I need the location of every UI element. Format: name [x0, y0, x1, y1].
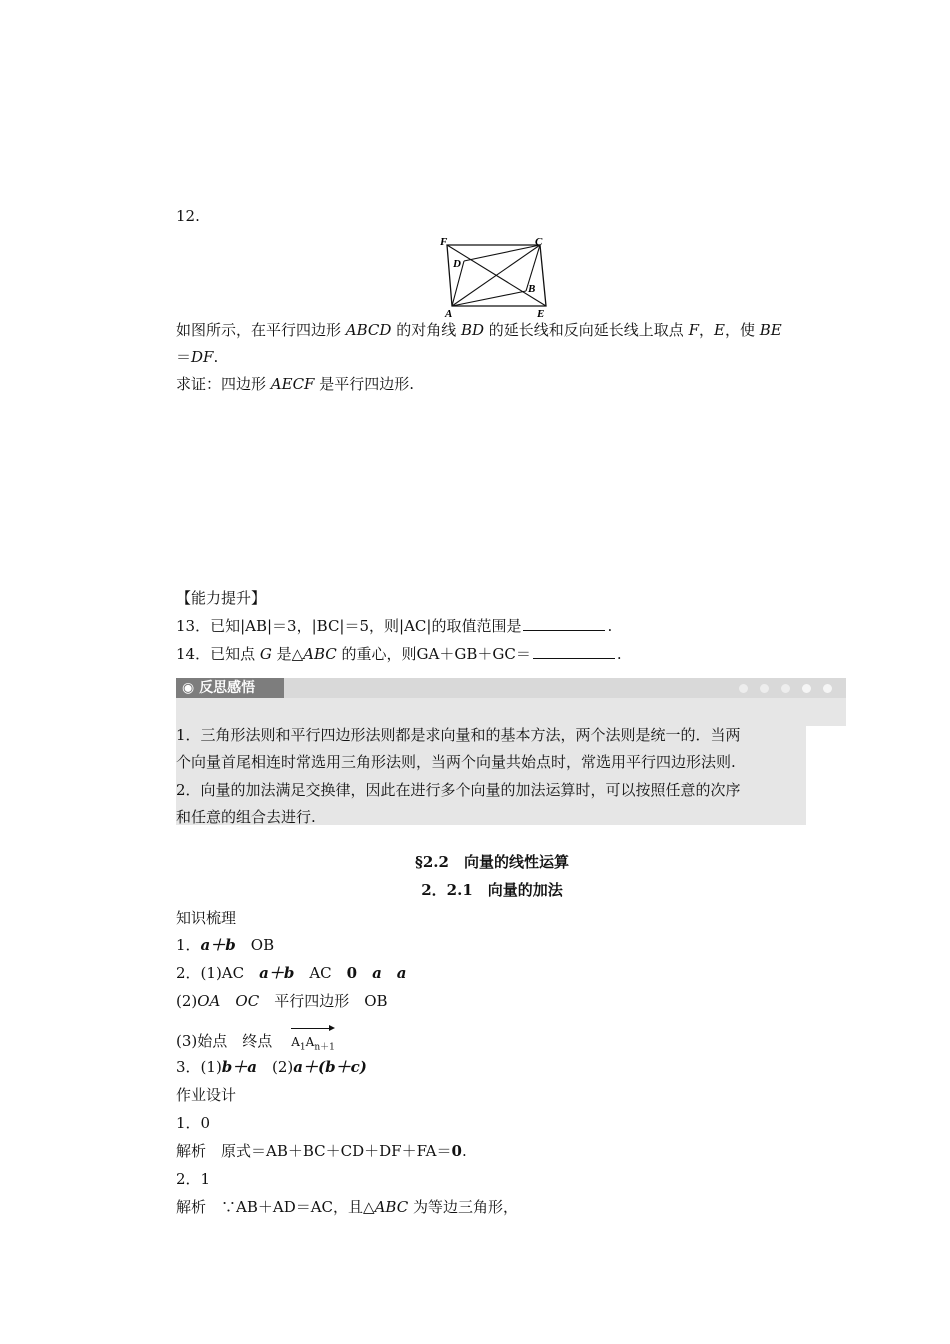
- label-A: A: [445, 308, 453, 318]
- question-14: 14．已知点 G 是△ABC 的重心，则GA＋GB＋GC＝ .: [176, 645, 622, 663]
- reflection-line2: 个向量首尾相连时常选用三角形法则，当两个向量共始点时，常选用平行四边形法则.: [176, 753, 736, 771]
- reflection-strip: [806, 698, 846, 726]
- decor-dot: [760, 684, 769, 693]
- label-E: E: [537, 308, 545, 318]
- work-heading: 作业设计: [176, 1086, 237, 1104]
- work-answer-1: 1．0: [176, 1114, 211, 1132]
- problem-number: 12.: [176, 207, 200, 225]
- reflection-line4: 和任意的组合去进行.: [176, 808, 316, 826]
- knowledge-item-2-2: (2)OA OC 平行四边形 OB: [176, 992, 388, 1010]
- parallelogram-figure: [436, 234, 566, 318]
- knowledge-item-1: 1．a＋b OB: [176, 936, 275, 954]
- knowledge-item-3: 3．(1)b＋a (2)a＋(b＋c): [176, 1058, 367, 1076]
- subsection-title: 2．2.1 向量的加法: [421, 881, 563, 899]
- knowledge-item-2-3: (3)始点 终点 $A_1A_{n+1}$: [176, 1026, 335, 1057]
- label-D: D: [453, 258, 461, 270]
- question-13: 13．已知|AB|＝3，|BC|＝5，则|AC|的取值范围是 .: [176, 617, 613, 635]
- ability-heading: 【能力提升】: [176, 589, 267, 607]
- reflection-tag: ◉ 反思感悟: [176, 678, 284, 698]
- reflection-line3: 2．向量的加法满足交换律，因此在进行多个向量的加法运算时，可以按照任意的次序: [176, 781, 741, 799]
- problem12-statement-line2: ＝DF.: [176, 348, 219, 366]
- label-C: C: [535, 236, 543, 248]
- reflection-line1: 1．三角形法则和平行四边形法则都是求向量和的基本方法，两个法则是统一的．当两: [176, 726, 741, 744]
- work-answer-2: 2．1: [176, 1170, 211, 1188]
- knowledge-heading: 知识梳理: [176, 909, 237, 927]
- vector-expression: $A_1A_{n+1}$: [291, 1026, 335, 1057]
- knowledge-item-2: 2．(1)AC a＋b AC 0 a a: [176, 964, 407, 982]
- decor-dot: [802, 684, 811, 693]
- decor-dot: [739, 684, 748, 693]
- decor-dot: [823, 684, 832, 693]
- decor-dot: [781, 684, 790, 693]
- work-analysis-1: 解析 原式＝AB＋BC＋CD＋DF＋FA＝0.: [176, 1142, 467, 1160]
- answer-blank: [523, 616, 605, 631]
- problem12-statement-line1: 如图所示，在平行四边形 ABCD 的对角线 BD 的延长线和反向延长线上取点 F，E，使 BE: [176, 321, 782, 339]
- answer-blank: [533, 644, 615, 659]
- reflection-banner: [176, 678, 846, 698]
- problem12-prove: 求证：四边形 AECF 是平行四边形.: [176, 375, 414, 393]
- work-analysis-2: 解析 ∵AB＋AD＝AC，且△ABC 为等边三角形，: [176, 1198, 518, 1216]
- label-B: B: [528, 283, 536, 295]
- section-title: §2.2 向量的线性运算: [415, 853, 569, 871]
- label-F: F: [440, 236, 448, 248]
